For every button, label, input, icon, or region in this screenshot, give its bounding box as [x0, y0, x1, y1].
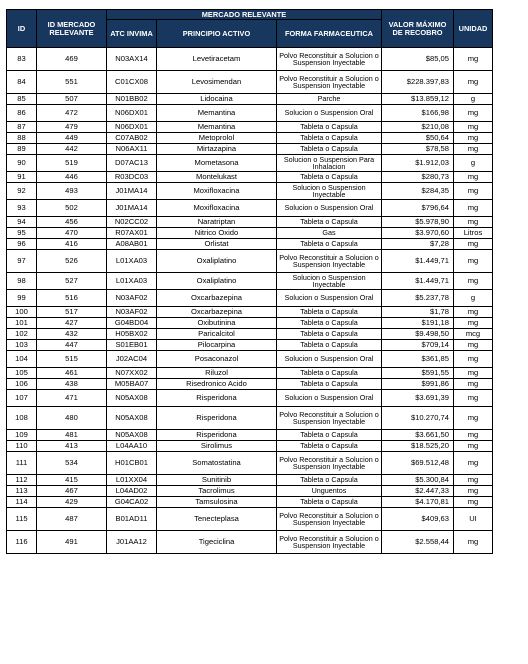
- header-valor: VALOR MÁXIMO DE RECOBRO: [382, 10, 454, 48]
- cell-principio: Tacrolimus: [157, 486, 277, 497]
- cell-forma: Solucion o Suspension Inyectable: [277, 273, 382, 290]
- cell-unidad: mg: [454, 318, 493, 329]
- cell-unidad: mg: [454, 441, 493, 452]
- table-row: [7, 183, 493, 200]
- cell-principio: Oxcarbazepina: [157, 290, 277, 307]
- cell-id: 104: [7, 351, 37, 368]
- cell-principio: Mirtazapina: [157, 144, 277, 155]
- table-row: [7, 133, 493, 144]
- cell-id: 100: [7, 307, 37, 318]
- cell-valor: $5.237,78: [382, 290, 454, 307]
- cell-forma: Solucion o Suspension Oral: [277, 105, 382, 122]
- cell-unidad: mg: [454, 48, 493, 71]
- cell-principio: Oxibutinina: [157, 318, 277, 329]
- cell-forma: Tableta o Capsula: [277, 122, 382, 133]
- cell-id: 110: [7, 441, 37, 452]
- cell-valor: $210,08: [382, 122, 454, 133]
- cell-id-mercado: 449: [37, 133, 107, 144]
- cell-unidad: mg: [454, 217, 493, 228]
- cell-unidad: mg: [454, 172, 493, 183]
- cell-atc: N05AX08: [107, 430, 157, 441]
- cell-atc: N05AX08: [107, 407, 157, 430]
- header-forma: FORMA FARMACEUTICA: [277, 20, 382, 48]
- table-row: [7, 452, 493, 475]
- cell-atc: B01AD11: [107, 508, 157, 531]
- cell-forma: Tableta o Capsula: [277, 441, 382, 452]
- cell-id-mercado: 551: [37, 71, 107, 94]
- cell-id-mercado: 447: [37, 340, 107, 351]
- cell-id: 86: [7, 105, 37, 122]
- cell-forma: Tableta o Capsula: [277, 144, 382, 155]
- table-row: [7, 200, 493, 217]
- cell-id-mercado: 515: [37, 351, 107, 368]
- cell-id-mercado: 519: [37, 155, 107, 172]
- cell-unidad: mg: [454, 390, 493, 407]
- table-row: [7, 155, 493, 172]
- cell-id-mercado: 493: [37, 183, 107, 200]
- cell-principio: Paricalcitol: [157, 329, 277, 340]
- cell-id: 94: [7, 217, 37, 228]
- cell-unidad: g: [454, 94, 493, 105]
- cell-unidad: mg: [454, 200, 493, 217]
- cell-principio: Risperidona: [157, 430, 277, 441]
- cell-forma: Tableta o Capsula: [277, 217, 382, 228]
- cell-id: 89: [7, 144, 37, 155]
- table-row: [7, 172, 493, 183]
- cell-forma: Tableta o Capsula: [277, 318, 382, 329]
- cell-id-mercado: 415: [37, 475, 107, 486]
- cell-valor: $191,18: [382, 318, 454, 329]
- cell-id-mercado: 416: [37, 239, 107, 250]
- header-atc: ATC INVIMA: [107, 20, 157, 48]
- cell-id: 92: [7, 183, 37, 200]
- cell-id: 105: [7, 368, 37, 379]
- cell-atc: R07AX01: [107, 228, 157, 239]
- cell-forma: Tableta o Capsula: [277, 307, 382, 318]
- cell-forma: Tableta o Capsula: [277, 368, 382, 379]
- cell-atc: R03DC03: [107, 172, 157, 183]
- table-row: [7, 486, 493, 497]
- header-id: ID: [7, 10, 37, 48]
- cell-valor: $5.300,84: [382, 475, 454, 486]
- table-row: [7, 228, 493, 239]
- cell-unidad: mg: [454, 475, 493, 486]
- cell-valor: $409,63: [382, 508, 454, 531]
- cell-valor: $13.859,12: [382, 94, 454, 105]
- cell-unidad: g: [454, 155, 493, 172]
- cell-forma: Gas: [277, 228, 382, 239]
- cell-valor: $1.449,71: [382, 273, 454, 290]
- cell-principio: Sirolimus: [157, 441, 277, 452]
- cell-id-mercado: 481: [37, 430, 107, 441]
- cell-unidad: mg: [454, 407, 493, 430]
- cell-valor: $10.270,74: [382, 407, 454, 430]
- cell-atc: S01EB01: [107, 340, 157, 351]
- table-container: [6, 9, 493, 554]
- table-row: [7, 105, 493, 122]
- cell-valor: $1.449,71: [382, 250, 454, 273]
- cell-id-mercado: 470: [37, 228, 107, 239]
- cell-id: 93: [7, 200, 37, 217]
- table-row: [7, 379, 493, 390]
- cell-atc: N06AX11: [107, 144, 157, 155]
- cell-unidad: mg: [454, 144, 493, 155]
- cell-forma: Polvo Reconstituir a Solucion o Suspension Inyectable: [277, 407, 382, 430]
- cell-valor: $5.978,90: [382, 217, 454, 228]
- cell-forma: Unguentos: [277, 486, 382, 497]
- cell-id-mercado: 467: [37, 486, 107, 497]
- cell-unidad: mg: [454, 368, 493, 379]
- cell-id: 113: [7, 486, 37, 497]
- cell-principio: Orlistat: [157, 239, 277, 250]
- cell-unidad: mg: [454, 452, 493, 475]
- table-row: [7, 368, 493, 379]
- cell-atc: N03AF02: [107, 307, 157, 318]
- cell-valor: $228.397,83: [382, 71, 454, 94]
- cell-id: 97: [7, 250, 37, 273]
- cell-forma: Polvo Reconstituir a Solucion o Suspension Inyectable: [277, 48, 382, 71]
- table-row: [7, 390, 493, 407]
- cell-forma: Polvo Reconstituir a Solucion o Suspension Inyectable: [277, 71, 382, 94]
- table-row: [7, 71, 493, 94]
- cell-id-mercado: 442: [37, 144, 107, 155]
- table-row: [7, 273, 493, 290]
- cell-atc: J01AA12: [107, 531, 157, 554]
- cell-valor: $280,73: [382, 172, 454, 183]
- cell-unidad: mg: [454, 273, 493, 290]
- cell-id-mercado: 432: [37, 329, 107, 340]
- cell-valor: $3.970,60: [382, 228, 454, 239]
- cell-id: 108: [7, 407, 37, 430]
- cell-id-mercado: 438: [37, 379, 107, 390]
- cell-principio: Naratriptan: [157, 217, 277, 228]
- cell-principio: Pilocarpina: [157, 340, 277, 351]
- cell-principio: Risperidona: [157, 390, 277, 407]
- cell-id-mercado: 491: [37, 531, 107, 554]
- cell-principio: Metoprolol: [157, 133, 277, 144]
- cell-forma: Solucion o Suspension Para Inhalacion: [277, 155, 382, 172]
- table-row: [7, 508, 493, 531]
- cell-id-mercado: 507: [37, 94, 107, 105]
- cell-atc: H05BX02: [107, 329, 157, 340]
- table-row: [7, 351, 493, 368]
- cell-principio: Mometasona: [157, 155, 277, 172]
- cell-valor: $69.512,48: [382, 452, 454, 475]
- cell-valor: $50,64: [382, 133, 454, 144]
- cell-forma: Polvo Reconstituir a Solucion o Suspension Inyectable: [277, 250, 382, 273]
- cell-valor: $591,55: [382, 368, 454, 379]
- cell-unidad: mg: [454, 105, 493, 122]
- cell-valor: $7,28: [382, 239, 454, 250]
- table-row: [7, 48, 493, 71]
- cell-valor: $709,14: [382, 340, 454, 351]
- table-row: [7, 239, 493, 250]
- cell-id-mercado: 413: [37, 441, 107, 452]
- cell-id-mercado: 427: [37, 318, 107, 329]
- cell-forma: Solucion o Suspension Oral: [277, 351, 382, 368]
- cell-principio: Moxifloxacina: [157, 200, 277, 217]
- header-principio: PRINCIPIO ACTIVO: [157, 20, 277, 48]
- cell-atc: L01XX04: [107, 475, 157, 486]
- cell-forma: Tableta o Capsula: [277, 475, 382, 486]
- cell-atc: J01MA14: [107, 183, 157, 200]
- cell-id: 102: [7, 329, 37, 340]
- header-mercado-relevante: MERCADO RELEVANTE: [107, 10, 382, 20]
- cell-atc: C01CX08: [107, 71, 157, 94]
- table-row: [7, 430, 493, 441]
- cell-principio: Nitrico Oxido: [157, 228, 277, 239]
- cell-id-mercado: 516: [37, 290, 107, 307]
- cell-forma: Tableta o Capsula: [277, 379, 382, 390]
- cell-valor: $1,78: [382, 307, 454, 318]
- cell-valor: $3.691,39: [382, 390, 454, 407]
- table-row: [7, 441, 493, 452]
- cell-atc: G04BD04: [107, 318, 157, 329]
- cell-id: 85: [7, 94, 37, 105]
- cell-id-mercado: 456: [37, 217, 107, 228]
- cell-unidad: mg: [454, 351, 493, 368]
- cell-id: 115: [7, 508, 37, 531]
- cell-valor: $78,58: [382, 144, 454, 155]
- cell-id-mercado: 472: [37, 105, 107, 122]
- cell-id-mercado: 487: [37, 508, 107, 531]
- cell-id: 114: [7, 497, 37, 508]
- table-body: [7, 48, 493, 554]
- cell-id-mercado: 479: [37, 122, 107, 133]
- cell-principio: Oxcarbazepina: [157, 307, 277, 318]
- cell-unidad: mg: [454, 133, 493, 144]
- cell-id: 88: [7, 133, 37, 144]
- cell-forma: Polvo Reconstituir a Solucion o Suspension Inyectable: [277, 531, 382, 554]
- cell-unidad: mg: [454, 239, 493, 250]
- cell-forma: Solucion o Suspension Inyectable: [277, 183, 382, 200]
- cell-valor: $4.170,81: [382, 497, 454, 508]
- cell-id: 107: [7, 390, 37, 407]
- cell-atc: N05AX08: [107, 390, 157, 407]
- cell-atc: A08AB01: [107, 239, 157, 250]
- cell-forma: Tableta o Capsula: [277, 172, 382, 183]
- cell-id-mercado: 517: [37, 307, 107, 318]
- price-table: [6, 9, 493, 554]
- cell-id: 87: [7, 122, 37, 133]
- cell-id: 111: [7, 452, 37, 475]
- cell-forma: Solucion o Suspension Oral: [277, 390, 382, 407]
- cell-forma: Tableta o Capsula: [277, 497, 382, 508]
- cell-valor: $2.558,44: [382, 531, 454, 554]
- cell-forma: Solucion o Suspension Oral: [277, 200, 382, 217]
- table-row: [7, 497, 493, 508]
- cell-principio: Risedronico Acido: [157, 379, 277, 390]
- cell-valor: $361,85: [382, 351, 454, 368]
- cell-principio: Memantina: [157, 105, 277, 122]
- cell-unidad: UI: [454, 508, 493, 531]
- table-row: [7, 250, 493, 273]
- cell-principio: Posaconazol: [157, 351, 277, 368]
- table-row: [7, 122, 493, 133]
- cell-atc: J02AC04: [107, 351, 157, 368]
- cell-id: 83: [7, 48, 37, 71]
- cell-atc: L01XA03: [107, 273, 157, 290]
- cell-unidad: mg: [454, 183, 493, 200]
- table-row: [7, 144, 493, 155]
- cell-principio: Sunitinib: [157, 475, 277, 486]
- cell-principio: Levosimendan: [157, 71, 277, 94]
- cell-atc: N01BB02: [107, 94, 157, 105]
- cell-atc: M05BA07: [107, 379, 157, 390]
- cell-unidad: mg: [454, 122, 493, 133]
- cell-forma: Solucion o Suspension Oral: [277, 290, 382, 307]
- cell-id: 103: [7, 340, 37, 351]
- table-row: [7, 531, 493, 554]
- cell-id: 90: [7, 155, 37, 172]
- cell-principio: Somatostatina: [157, 452, 277, 475]
- cell-id: 95: [7, 228, 37, 239]
- cell-atc: N06DX01: [107, 105, 157, 122]
- cell-id-mercado: 502: [37, 200, 107, 217]
- cell-forma: Tableta o Capsula: [277, 239, 382, 250]
- cell-id: 116: [7, 531, 37, 554]
- cell-unidad: mg: [454, 486, 493, 497]
- cell-valor: $9.498,50: [382, 329, 454, 340]
- cell-forma: Tableta o Capsula: [277, 430, 382, 441]
- table-row: [7, 329, 493, 340]
- cell-valor: $3.661,50: [382, 430, 454, 441]
- cell-unidad: mg: [454, 379, 493, 390]
- cell-atc: C07AB02: [107, 133, 157, 144]
- cell-principio: Levetiracetam: [157, 48, 277, 71]
- cell-atc: L04AD02: [107, 486, 157, 497]
- cell-atc: N03AX14: [107, 48, 157, 71]
- cell-valor: $796,64: [382, 200, 454, 217]
- cell-id-mercado: 446: [37, 172, 107, 183]
- cell-id-mercado: 429: [37, 497, 107, 508]
- cell-id: 101: [7, 318, 37, 329]
- cell-forma: Tableta o Capsula: [277, 340, 382, 351]
- cell-id: 112: [7, 475, 37, 486]
- cell-forma: Tableta o Capsula: [277, 329, 382, 340]
- cell-unidad: mg: [454, 430, 493, 441]
- cell-valor: $1.912,03: [382, 155, 454, 172]
- cell-valor: $2.447,33: [382, 486, 454, 497]
- cell-atc: L04AA10: [107, 441, 157, 452]
- cell-unidad: mg: [454, 340, 493, 351]
- cell-unidad: mg: [454, 250, 493, 273]
- cell-id: 96: [7, 239, 37, 250]
- cell-id: 84: [7, 71, 37, 94]
- cell-valor: $18.525,20: [382, 441, 454, 452]
- cell-forma: Parche: [277, 94, 382, 105]
- cell-unidad: mg: [454, 497, 493, 508]
- cell-principio: Montelukast: [157, 172, 277, 183]
- header-id-mercado: ID MERCADO RELEVANTE: [37, 10, 107, 48]
- cell-principio: Risperidona: [157, 407, 277, 430]
- cell-atc: L01XA03: [107, 250, 157, 273]
- cell-unidad: g: [454, 290, 493, 307]
- cell-atc: G04CA02: [107, 497, 157, 508]
- table-row: [7, 290, 493, 307]
- cell-atc: J01MA14: [107, 200, 157, 217]
- cell-id-mercado: 526: [37, 250, 107, 273]
- table-row: [7, 475, 493, 486]
- cell-principio: Riluzol: [157, 368, 277, 379]
- cell-id-mercado: 469: [37, 48, 107, 71]
- cell-unidad: mg: [454, 307, 493, 318]
- cell-forma: Tableta o Capsula: [277, 133, 382, 144]
- cell-valor: $991,86: [382, 379, 454, 390]
- cell-principio: Tenecteplasa: [157, 508, 277, 531]
- cell-atc: H01CB01: [107, 452, 157, 475]
- cell-forma: Polvo Reconstituir a Solucion o Suspension Inyectable: [277, 508, 382, 531]
- cell-id: 91: [7, 172, 37, 183]
- cell-id: 98: [7, 273, 37, 290]
- cell-principio: Moxifloxacina: [157, 183, 277, 200]
- header-unidad: UNIDAD: [454, 10, 493, 48]
- cell-valor: $284,35: [382, 183, 454, 200]
- cell-atc: N06DX01: [107, 122, 157, 133]
- cell-atc: N03AF02: [107, 290, 157, 307]
- cell-atc: N07XX02: [107, 368, 157, 379]
- table-row: [7, 407, 493, 430]
- cell-id-mercado: 480: [37, 407, 107, 430]
- cell-valor: $85,05: [382, 48, 454, 71]
- table-row: [7, 318, 493, 329]
- cell-id: 109: [7, 430, 37, 441]
- cell-principio: Tigeciclina: [157, 531, 277, 554]
- cell-principio: Oxaliplatino: [157, 273, 277, 290]
- cell-unidad: Litros: [454, 228, 493, 239]
- cell-principio: Lidocaina: [157, 94, 277, 105]
- cell-unidad: mcg: [454, 329, 493, 340]
- cell-id-mercado: 527: [37, 273, 107, 290]
- cell-unidad: mg: [454, 71, 493, 94]
- cell-principio: Oxaliplatino: [157, 250, 277, 273]
- table-row: [7, 307, 493, 318]
- cell-id: 106: [7, 379, 37, 390]
- cell-unidad: mg: [454, 531, 493, 554]
- cell-atc: N02CC02: [107, 217, 157, 228]
- cell-principio: Memantina: [157, 122, 277, 133]
- cell-principio: Tamsulosina: [157, 497, 277, 508]
- cell-id-mercado: 534: [37, 452, 107, 475]
- cell-id: 99: [7, 290, 37, 307]
- table-row: [7, 217, 493, 228]
- cell-atc: D07AC13: [107, 155, 157, 172]
- table-row: [7, 94, 493, 105]
- cell-id-mercado: 471: [37, 390, 107, 407]
- cell-valor: $166,98: [382, 105, 454, 122]
- cell-id-mercado: 461: [37, 368, 107, 379]
- cell-forma: Polvo Reconstituir a Solucion o Suspension Inyectable: [277, 452, 382, 475]
- table-row: [7, 340, 493, 351]
